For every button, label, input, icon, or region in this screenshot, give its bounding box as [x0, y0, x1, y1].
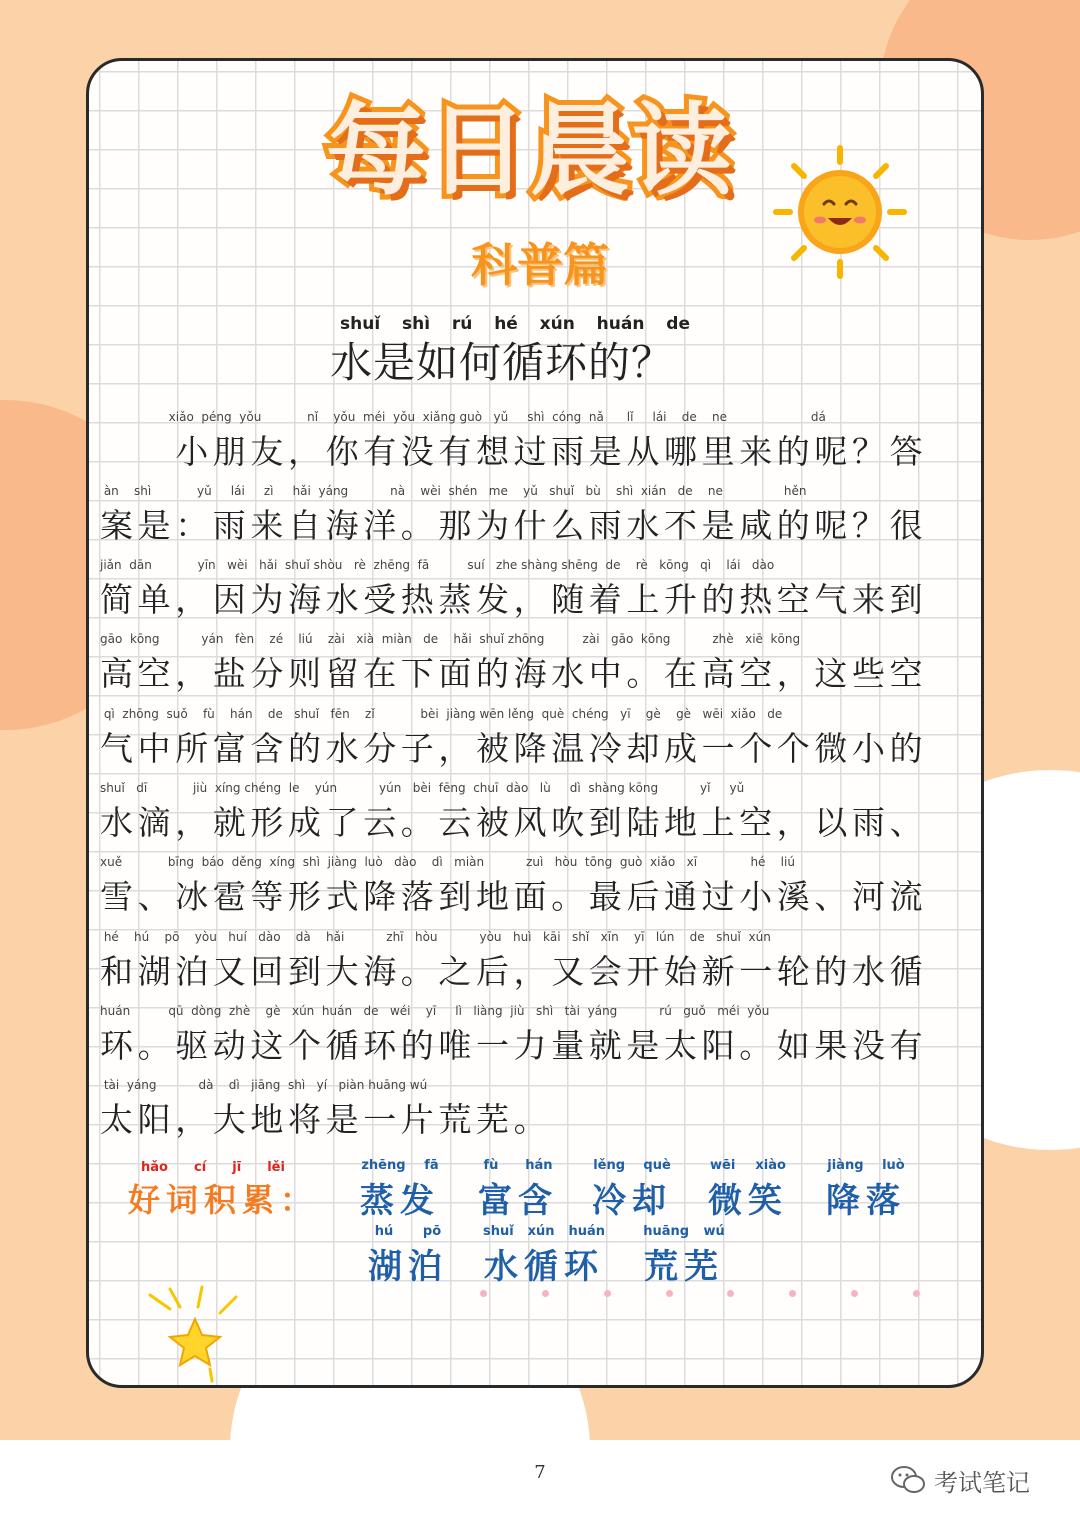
pinyin: huāng — [643, 1224, 690, 1239]
page-subtitle: 科普篇 — [471, 238, 609, 292]
passage-line — [100, 1004, 970, 1074]
pinyin: què — [643, 1158, 671, 1173]
vocab-label-pinyin — [128, 1160, 298, 1175]
pinyin: xún — [539, 314, 575, 334]
vocab-word — [584, 1158, 680, 1222]
pinyin: cí — [194, 1160, 207, 1175]
pinyin: zhēng — [361, 1158, 406, 1173]
pinyin: shuǐ — [340, 314, 381, 334]
wechat-icon — [890, 1465, 926, 1495]
passage-text: 气中所富含的水分子，被降温冷却成一个个微小的 — [100, 729, 928, 768]
vocab-word — [818, 1158, 914, 1222]
vocab-word-text: 冷却 — [592, 1181, 672, 1221]
passage-pinyin: xiǎo péng yǒu nǐ yǒu méi yǒu xiǎng guò yǔ shì cóng nǎ lǐ lái de ne dá — [100, 410, 826, 424]
article-heading: 水是如何循环的？ — [330, 338, 675, 387]
passage-pinyin: huán qū dòng zhè gè xún huán de wéi yī lì liàng jiù shì tài yáng rú guǒ méi yǒu — [100, 1004, 770, 1018]
passage-line — [100, 781, 970, 851]
sparkle-star-icon — [140, 1285, 260, 1395]
passage-text: 简单，因为海水受热蒸发，随着上升的热空气来到 — [100, 580, 928, 619]
vocab-word — [470, 1158, 566, 1222]
vocab-word — [476, 1224, 612, 1288]
pinyin: xiào — [755, 1158, 786, 1173]
vocab-label — [128, 1160, 338, 1220]
vocab-word-text: 荒芜 — [644, 1247, 724, 1287]
pinyin: jī — [232, 1160, 242, 1175]
vocab-word-text: 湖泊 — [368, 1247, 448, 1287]
page-number: 7 — [534, 1462, 546, 1483]
passage-pinyin: shuǐ dī jiù xíng chéng le yún yún bèi fēng chuī dào lù dì shàng kōng yǐ yǔ — [100, 781, 745, 795]
pinyin: hǎo — [141, 1160, 168, 1175]
pinyin: wú — [703, 1224, 725, 1239]
vocab-word — [636, 1224, 732, 1288]
watermark-text: 考试笔记 — [934, 1468, 1030, 1497]
passage-pinyin: gāo kōng yán fèn zé liú zài xià miàn de hǎi shuǐ zhōng zài gāo kōng zhè xiē kōng — [100, 632, 801, 646]
pinyin: xún — [527, 1224, 555, 1239]
passage-text: 环。驱动这个循环的唯一力量就是太阳。如果没有 — [100, 1026, 928, 1065]
passage-pinyin: qì zhōng suǒ fù hán de shuǐ fēn zǐ bèi jiàng wēn lěng què chéng yī gè gè wēi xiǎo de — [100, 707, 783, 721]
passage-pinyin: xuě bīng báo děng xíng shì jiàng luò dào dì miàn zuì hòu tōng guò xiǎo xī hé liú — [100, 855, 795, 869]
passage-line — [100, 1078, 970, 1148]
vocab-word — [352, 1158, 448, 1222]
smiling-sun-icon — [770, 142, 910, 282]
passage-line — [100, 855, 970, 925]
pinyin: shuǐ — [482, 1224, 514, 1239]
pinyin: fù — [483, 1158, 499, 1173]
pinyin: hú — [374, 1224, 394, 1239]
vocab-word-text: 蒸发 — [360, 1181, 440, 1221]
vocab-word-text: 富含 — [478, 1181, 558, 1221]
passage-text: 案是：雨来自海洋。那为什么雨水不是咸的呢？很 — [100, 506, 928, 545]
pinyin: jiàng — [827, 1158, 864, 1173]
decor-dots — [480, 1290, 920, 1300]
pinyin: de — [666, 314, 690, 334]
pinyin: huán — [568, 1224, 606, 1239]
vocab-word — [360, 1224, 456, 1288]
pinyin: lěng — [593, 1158, 626, 1173]
page-title: 每日晨读 — [326, 92, 734, 209]
passage-line — [100, 558, 970, 628]
passage-text: 和湖泊又回到大海。之后，又会开始新一轮的水循 — [100, 952, 928, 991]
passage-text: 太阳，大地将是一片荒芜。 — [100, 1100, 552, 1139]
passage-line — [100, 930, 970, 1000]
vocab-word-text: 降落 — [826, 1181, 906, 1221]
watermark — [890, 1460, 1070, 1500]
pinyin: luò — [882, 1158, 905, 1173]
passage-pinyin: àn shì yǔ lái zì hǎi yáng nà wèi shén me yǔ shuǐ bù shì xián de ne hěn — [100, 484, 807, 498]
passage-line — [100, 707, 970, 777]
pinyin: shì — [401, 314, 431, 334]
pinyin: huán — [596, 314, 645, 334]
pinyin: wēi — [710, 1158, 736, 1173]
pinyin: fā — [424, 1158, 439, 1173]
vocab-word-text: 水循环 — [484, 1247, 604, 1287]
pinyin: hán — [525, 1158, 553, 1173]
passage-text: 水滴，就形成了云。云被风吹到陆地上空，以雨、 — [100, 803, 928, 842]
passage-line — [100, 410, 970, 480]
passage-pinyin: hé hú pō yòu huí dào dà hǎi zhī hòu yòu huì kāi shǐ xīn yī lún de shuǐ xún — [100, 930, 771, 944]
passage-pinyin: jiǎn dān yīn wèi hǎi shuǐ shòu rè zhēng fā suí zhe shàng shēng de rè kōng qì lái dào — [100, 558, 775, 572]
pinyin: hé — [494, 314, 518, 334]
vocab-label-text: 好词积累： — [128, 1181, 319, 1219]
pinyin: lěi — [267, 1160, 285, 1175]
passage-text: 高空，盐分则留在下面的海水中。在高空，这些空 — [100, 654, 928, 693]
pinyin: pō — [422, 1224, 442, 1239]
passage-text: 雪、冰雹等形式降落到地面。最后通过小溪、河流 — [100, 877, 928, 916]
passage-text: 小朋友，你有没有想过雨是从哪里来的呢？答 — [100, 432, 928, 471]
vocab-word — [700, 1158, 796, 1222]
passage-line — [100, 484, 970, 554]
vocab-word-text: 微笑 — [708, 1181, 788, 1221]
passage-line — [100, 632, 970, 702]
passage-pinyin: tài yáng dà dì jiāng shì yí piàn huāng wú — [100, 1078, 428, 1092]
pinyin: rú — [451, 314, 473, 334]
